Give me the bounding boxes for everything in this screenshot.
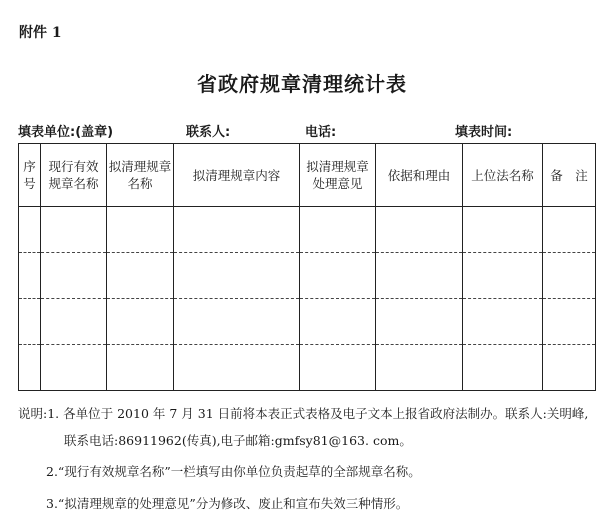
note-2: 2.“现行有效规章名称”一栏填写由你单位负责起草的全部规章名称。 xyxy=(46,464,421,479)
table-cell[interactable] xyxy=(376,207,463,253)
table-cell[interactable] xyxy=(543,253,596,299)
col-header-handling-opinion: 拟清理规章 处理意见 xyxy=(300,144,376,207)
table-cell[interactable] xyxy=(19,345,41,391)
table-cell[interactable] xyxy=(543,207,596,253)
table-cell[interactable] xyxy=(543,299,596,345)
table-cell[interactable] xyxy=(107,207,174,253)
table-cell[interactable] xyxy=(174,207,300,253)
table-cell[interactable] xyxy=(41,207,107,253)
note-1-contact: 联系电话:86911962(传真),电子邮箱:gmfsy81@163. com。 xyxy=(64,433,412,448)
col-header-index: 序 号 xyxy=(19,144,41,207)
col-header-rule-content: 拟清理规章内容 xyxy=(174,144,300,207)
table-cell[interactable] xyxy=(300,207,376,253)
table-cell[interactable] xyxy=(19,299,41,345)
table-row xyxy=(19,253,596,299)
table-cell[interactable] xyxy=(19,207,41,253)
note-3: 3.“拟清理规章的处理意见”分为修改、废止和宣布失效三种情形。 xyxy=(46,496,409,511)
table-cell[interactable] xyxy=(174,345,300,391)
table-row xyxy=(19,207,596,253)
table-cell[interactable] xyxy=(376,299,463,345)
col-header-rule-name: 拟清理规章 名称 xyxy=(107,144,174,207)
table-cell[interactable] xyxy=(376,345,463,391)
table-cell[interactable] xyxy=(174,253,300,299)
col-header-basis-reason: 依据和理由 xyxy=(376,144,463,207)
table-cell[interactable] xyxy=(300,345,376,391)
col-header-current-rule: 现行有效 规章名称 xyxy=(41,144,107,207)
table-cell[interactable] xyxy=(463,207,543,253)
table-cell[interactable] xyxy=(107,299,174,345)
attachment-label: 附件 1 xyxy=(19,25,62,41)
table-cell[interactable] xyxy=(174,299,300,345)
table-cell[interactable] xyxy=(300,299,376,345)
col-header-remarks: 备 注 xyxy=(543,144,596,207)
table-cell[interactable] xyxy=(19,253,41,299)
table-cell[interactable] xyxy=(107,253,174,299)
table-cell[interactable] xyxy=(376,253,463,299)
table-cell[interactable] xyxy=(463,299,543,345)
table-cell[interactable] xyxy=(41,345,107,391)
phone-label: 电话: xyxy=(305,125,337,140)
statistics-table xyxy=(18,143,596,391)
table-header-row xyxy=(19,144,596,207)
table-row xyxy=(19,345,596,391)
table-cell[interactable] xyxy=(463,345,543,391)
table-cell[interactable] xyxy=(41,299,107,345)
document-title: 省政府规章清理统计表 xyxy=(197,72,407,96)
contact-label: 联系人: xyxy=(186,125,231,140)
table-cell[interactable] xyxy=(41,253,107,299)
table-cell[interactable] xyxy=(543,345,596,391)
table-cell[interactable] xyxy=(107,345,174,391)
date-label: 填表时间: xyxy=(455,125,513,140)
table-cell[interactable] xyxy=(463,253,543,299)
unit-label: 填表单位:(盖章) xyxy=(18,125,114,140)
note-1: 说明:1. 各单位于 2010 年 7 月 31 日前将本表正式表格及电子文本上报省政府法制办。联系人:关明峰, xyxy=(18,406,589,421)
table-cell[interactable] xyxy=(300,253,376,299)
table-row xyxy=(19,299,596,345)
col-header-superior-law: 上位法名称 xyxy=(463,144,543,207)
